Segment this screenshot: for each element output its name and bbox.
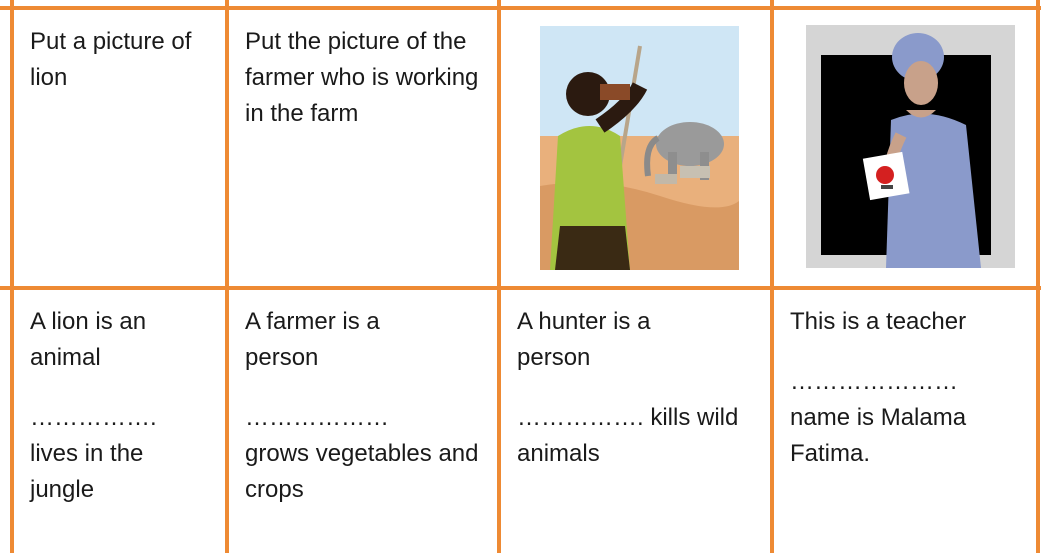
cell-lion-instruction xyxy=(14,10,225,286)
grid-line-right xyxy=(1036,0,1040,553)
lion-blank: ……………. xyxy=(30,404,157,431)
teacher-blank: ………………… xyxy=(790,368,958,395)
hunter-picture xyxy=(540,26,739,270)
hunter-line1: A hunter is a person xyxy=(517,308,651,371)
farmer-blank: ……………… xyxy=(245,404,389,431)
teacher-picture xyxy=(806,25,1015,268)
farmer-line1: A farmer is a person xyxy=(245,308,380,371)
cell-farmer-sentence xyxy=(229,290,497,553)
farmer-instruction-text: Put the picture of the farmer who is working in the farm xyxy=(245,28,479,127)
cell-farmer-instruction xyxy=(229,10,497,286)
lion-line1: A lion is an animal xyxy=(30,308,147,371)
hunter-blank-text: ……………. kills wild animals xyxy=(517,404,739,467)
teacher-line1: This is a teacher xyxy=(790,308,967,335)
cell-teacher-sentence xyxy=(774,290,1036,553)
lion-instruction-text: Put a picture of lion xyxy=(30,28,192,91)
farmer-line2: grows vegetables and crops xyxy=(245,440,479,503)
cell-lion-sentence xyxy=(14,290,225,553)
cell-hunter-sentence xyxy=(501,290,770,553)
teacher-line2: name is Malama Fatima. xyxy=(790,404,967,467)
lion-line2: lives in the jungle xyxy=(30,440,144,503)
